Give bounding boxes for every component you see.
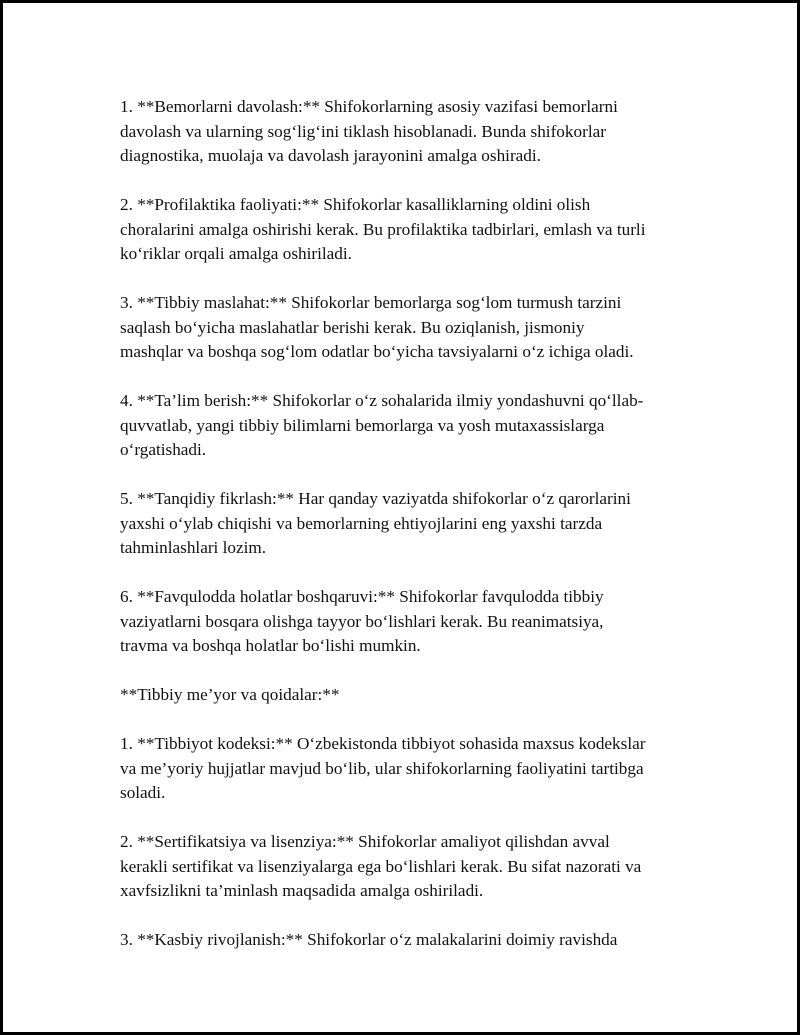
paragraph-education: [120, 389, 688, 463]
text-line: 2. **Profilaktika faoliyati:** Shifokorlar kasalliklarning oldini olish: [120, 195, 591, 214]
paragraph-emergency: [120, 585, 688, 659]
text-line: 4. **Ta’lim berish:** Shifokorlar o‘z sohalarida ilmiy yondashuvni qo‘llab-: [120, 391, 644, 410]
text-line: o‘rgatishadi.: [120, 440, 207, 459]
paragraph-professional-development: [120, 928, 688, 953]
text-line: 1. **Tibbiyot kodeksi:** O‘zbekistonda tibbiyot sohasida maxsus kodekslar: [120, 734, 646, 753]
text-line: 3. **Tibbiy maslahat:** Shifokorlar bemorlarga sog‘lom turmush tarzini: [120, 293, 622, 312]
text-line: vaziyatlarni bosqara olishga tayyor bo‘lishlari kerak. Bu reanimatsiya,: [120, 611, 604, 631]
text-line: tahminlashlari lozim.: [120, 538, 267, 557]
text-line: ko‘riklar orqali amalga oshiriladi.: [120, 244, 352, 263]
paragraph-prevention: [120, 193, 688, 267]
text-line: diagnostika, muolaja va davolash jarayonini amalga oshiradi.: [120, 146, 541, 165]
text-line: davolash va ularning sog‘lig‘ini tiklash hisoblanadi. Bunda shifokorlar: [120, 121, 606, 141]
text-line: mashqlar va boshqa sog‘lom odatlar bo‘yicha tavsiyalarni o‘z ichiga oladi.: [120, 342, 634, 361]
text-line: 3. **Kasbiy rivojlanish:** Shifokorlar o‘z malakalarini doimiy ravishda: [120, 930, 618, 949]
text-line: kerakli sertifikat va lisenziyalarga ega bo‘lishlari kerak. Bu sifat nazorati va: [120, 856, 642, 876]
text-line: xavfsizlikni ta’minlash maqsadida amalga oshiriladi.: [120, 881, 484, 900]
text-line: 1. **Bemorlarni davolash:** Shifokorlarning asosiy vazifasi bemorlarni: [120, 97, 618, 116]
text-line: soladi.: [120, 783, 166, 802]
paragraph-certification: [120, 830, 688, 904]
paragraph-treatment: [120, 95, 688, 169]
text-line: va me’yoriy hujjatlar mavjud bo‘lib, ular shifokorlarning faoliyatini tartibga: [120, 758, 644, 778]
paragraph-critical-thinking: [120, 487, 688, 561]
text-line: travma va boshqa holatlar bo‘lishi mumkin.: [120, 636, 421, 655]
text-line: 2. **Sertifikatsiya va lisenziya:** Shifokorlar amaliyot qilishdan avval: [120, 832, 610, 851]
text-line: choralarini amalga oshirishi kerak. Bu profilaktika tadbirlari, emlash va turli: [120, 219, 646, 239]
section-heading: [120, 683, 688, 708]
text-line: **Tibbiy me’yor va qoidalar:**: [120, 685, 340, 704]
text-line: saqlash bo‘yicha maslahatlar berishi kerak. Bu oziqlanish, jismoniy: [120, 317, 585, 337]
text-line: quvvatlab, yangi tibbiy bilimlarni bemorlarga va yosh mutaxassislarga: [120, 415, 605, 435]
text-line: 5. **Tanqidiy fikrlash:** Har qanday vaziyatda shifokorlar o‘z qarorlarini: [120, 489, 631, 508]
document-body: [120, 95, 688, 977]
text-line: yaxshi o‘ylab chiqishi va bemorlarning ehtiyojlarini eng yaxshi tarzda: [120, 513, 603, 533]
paragraph-medical-advice: [120, 291, 688, 365]
paragraph-code: [120, 732, 688, 806]
text-line: 6. **Favqulodda holatlar boshqaruvi:** Shifokorlar favqulodda tibbiy: [120, 587, 604, 606]
